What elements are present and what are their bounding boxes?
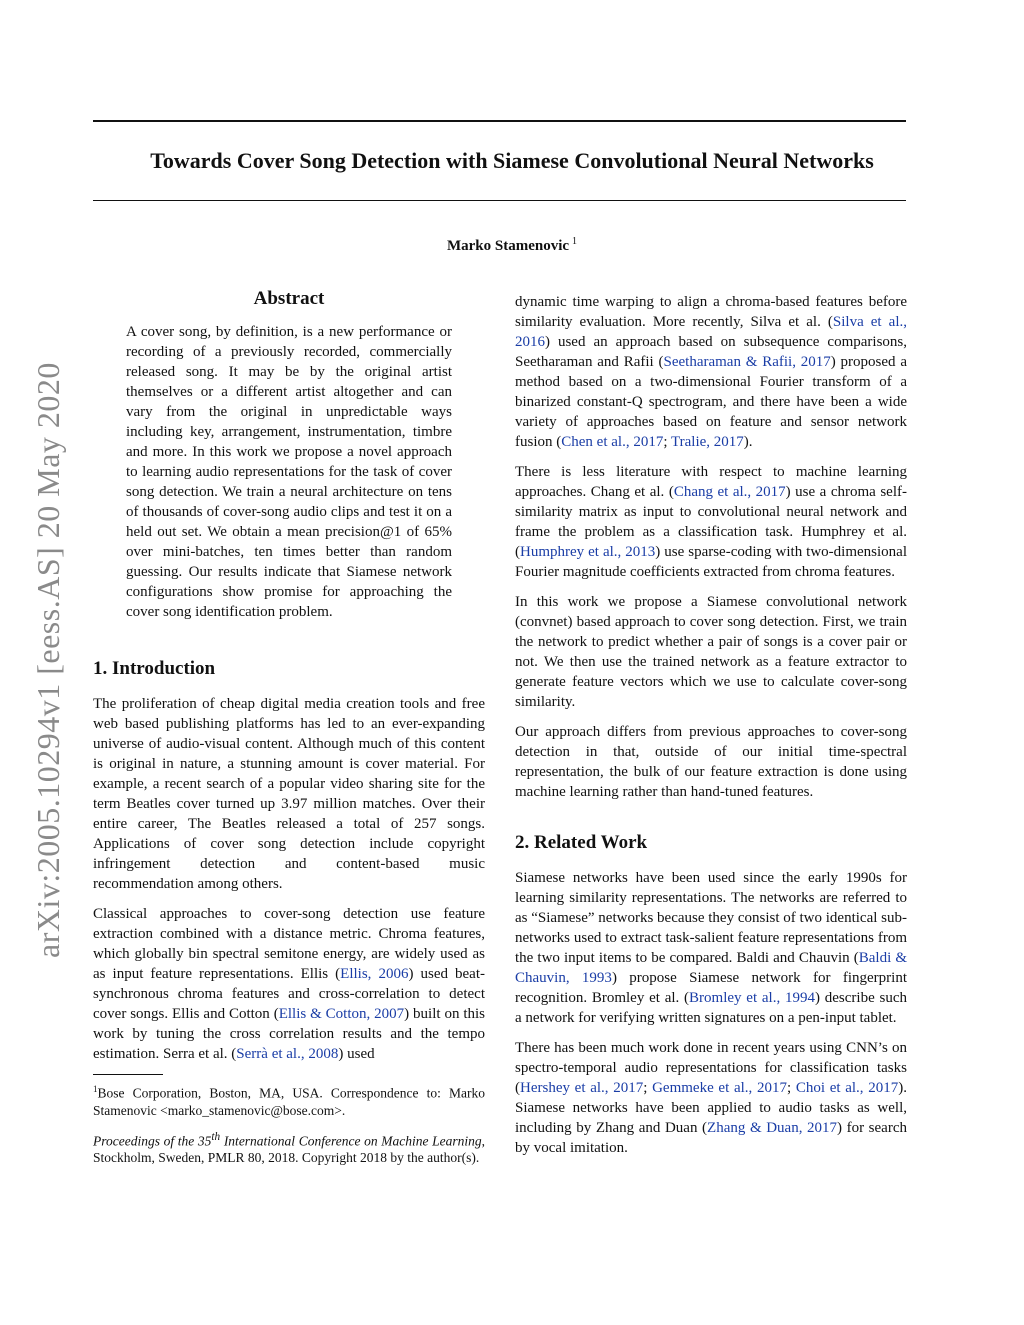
citation-link[interactable]: Tralie, 2017 — [670, 434, 744, 450]
citation-link[interactable]: Silva et al., 2016 — [515, 314, 907, 350]
author-line — [60, 236, 964, 255]
citation-link[interactable]: Ellis & Cotton, 2007 — [278, 1006, 405, 1022]
citation-link[interactable]: Chang et al., 2017 — [673, 484, 786, 500]
author-name: Marko Stamenovic — [446, 238, 570, 254]
citation-link[interactable]: Serrà et al., 2008 — [236, 1046, 339, 1062]
arxiv-identifier: arXiv:2005.10294v1 [eess.AS] 20 May 2020 — [30, 362, 66, 958]
citation-link[interactable]: Humphrey et al., 2013 — [520, 544, 656, 560]
related-paragraph-4: Our approach differs from previous approaches to cover-song detection in that, outside of our initial time-spectral representation, the bulk of our feature extraction is done using machine learning rather than hand-tuned features. — [515, 724, 907, 800]
citation-link[interactable]: Choi et al., 2017 — [795, 1080, 899, 1096]
related-paragraph-1: dynamic time warping to align a chroma-based features before similarity evaluation. More recently, Silva et al. (Silva et al., 2016) used an approach based on subsequence comparisons, Seetharaman and Rafii (Seetharaman & Rafii, 2017) proposed a method based on a two-dimensional Fourier transform of a binarized constant-Q spectrogram, and there have been a wide variety of approaches based on feature and sensor network fusion (Chen et al., 2017; Tralie, 2017). — [515, 294, 907, 450]
related-work-heading: 2. Related Work — [515, 832, 648, 853]
citation-link[interactable]: Baldi & Chauvin, 1993 — [515, 950, 907, 986]
citation-link[interactable]: Ellis, 2006 — [340, 966, 409, 982]
title-rule-bottom — [93, 200, 906, 201]
footnote-affiliation: $^1$Bose Corporation, Boston, MA, USA. Correspondence to: Marko Stamenovic <marko_stamenovic@bose.com>. — [93, 1084, 485, 1118]
citation-link[interactable]: Bromley et al., 1994 — [689, 990, 815, 1006]
intro-paragraph-2: Classical approaches to cover-song detection use feature extraction combined with a distance metric. Chroma features, which globally bin spectral semitone energy, are widely used as as input feature representations. Ellis (Ellis, 2006) used beat-synchronous chroma features and cross-correlation to detect cover songs. Ellis and Cotton (Ellis & Cotton, 2007) built on this work by tuning the cross correlation results and the tempo estimation. Serra et al. (Serrà et al., 2008) used — [93, 906, 486, 1062]
proceedings-note: Proceedings of the 35th International Conference on Machine Learning, Stockholm, Sweden, PMLR 80, 2018. Copyright 2018 by the author(s). — [93, 1130, 485, 1165]
citation-link[interactable]: Gemmeke et al., 2017 — [652, 1080, 787, 1096]
footnote-rule — [93, 1074, 163, 1075]
related-paragraph-2: There is less literature with respect to machine learning approaches. Chang et al. (Chang et al., 2017) use a chroma self-similarity matrix as input to convolutional neural network and frame the problem as a classification task. Humphrey et al. (Humphrey et al., 2013) use sparse-coding with two-dimensional Fourier magnitude coefficients extracted from chroma features. — [515, 464, 907, 580]
related-paragraph-3: In this work we propose a Siamese convolutional network (convnet) based approach to cover song detection. First, we train the network to predict whether a pair of songs is a cover pair or not. We then use the trained network as a feature extractor to generate feature vectors which we use to calculate cover-song similarity. — [515, 594, 907, 710]
email-link[interactable]: marko_stamenovic@bose.com — [167, 1102, 335, 1118]
related-paragraph-6: There has been much work done in recent years using CNN’s on spectro-temporal audio representations for classification tasks (Hershey et al., 2017; Gemmeke et al., 2017; Choi et al., 2017). Siamese networks have been applied to audio tasks as well, including by Zhang and Duan (Zhang & Duan, 2017) for search by vocal imitation. — [515, 1040, 908, 1156]
related-paragraph-5: Siamese networks have been used since the early 1990s for learning similarity representations. The networks are referred to as “Siamese” networks because they consist of two identical sub-networks used to extract task-salient feature representations from the two input items to be compared. Baldi and Chauvin (Baldi & Chauvin, 1993) propose Siamese network for fingerprint recognition. Bromley et al. (Bromley et al., 1994) describe such a network for verifying written signatures on a pen-input tablet. — [515, 870, 907, 1026]
title-rule-top — [93, 120, 906, 122]
paper-title: Towards Cover Song Detection with Siamese Convolutional Neural Networks — [150, 148, 874, 173]
abstract-heading: Abstract — [253, 288, 325, 309]
abstract-text: A cover song, by definition, is a new performance or recording of a previously recorded, commercially released song. It may be by the original artist themselves or a different artist altogether and can vary from the original in unpredictable ways including key, arrangement, instrumentation, timbre and more. In this work we propose a novel approach to learning audio representations for the task of cover song detection. We train a neural architecture on tens of thousands of cover-song audio clips and test it on a held out set. We obtain a mean precision@1 of 65% over mini-batches, ten times better than random guessing. Our results indicate that Siamese network configurations show promise for approaching the cover song identification problem. — [126, 324, 452, 620]
author-affiliation-mark: 1 — [572, 236, 578, 247]
intro-heading: 1. Introduction — [93, 658, 216, 679]
left-column — [93, 286, 485, 1166]
citation-link[interactable]: Seetharaman & Rafii, 2017 — [663, 354, 831, 370]
citation-link[interactable]: Zhang & Duan, 2017 — [707, 1120, 838, 1136]
citation-link[interactable]: Chen et al., 2017 — [561, 434, 664, 450]
intro-paragraph-1: The proliferation of cheap digital media creation tools and free web based publishing platforms has led to an ever-expanding universe of audio-visual content. Although much of this content is original in nature, a stunning amount is cover material. For example, a recent search of a popular video sharing site for the term Beatles cover turned up 3.97 million matches. Over their entire career, The Beatles released a total of 257 songs. Applications of cover song detection include copyright infringement detection and content-based music recommendation among others. — [93, 696, 485, 892]
citation-link[interactable]: Hershey et al., 2017 — [520, 1080, 644, 1096]
right-column — [515, 292, 907, 1168]
